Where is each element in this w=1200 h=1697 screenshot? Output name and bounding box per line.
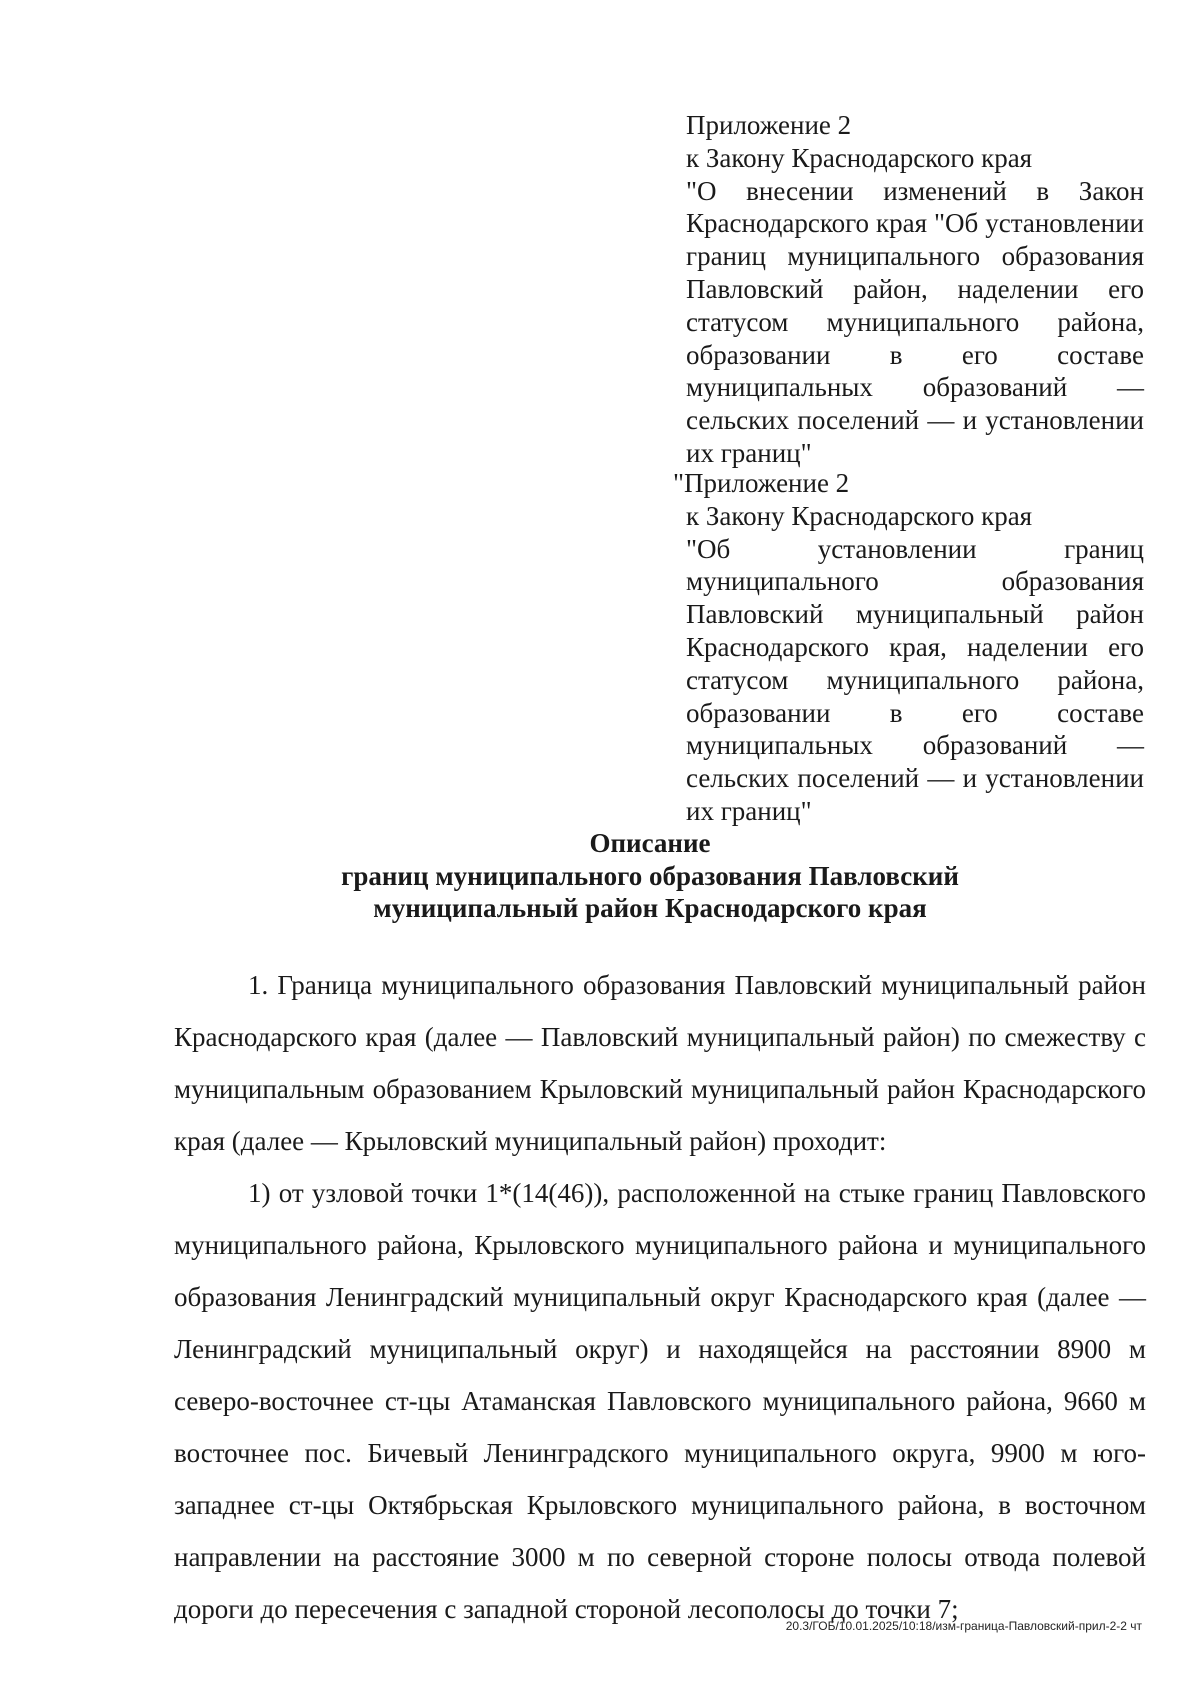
paragraph-2: 1) от узловой точки 1*(14(46)), расположенной на стыке границ Павловского муниципального района, Крыловского муниципального района и муниципального образования Ленинградский муниципальный округ Краснодарского края (далее — Ленинградский муниципальный округ) и находящейся на расстоянии 8900 м северо-восточнее ст-цы Атаманская Павловского муниципального района, 9660 м восточнее пос. Бичевый Ленинградского муниципального округа, 9900 м юго-западнее ст-цы Октябрьская Крыловского муниципального района, в восточном направлении на расстояние 3000 м по северной стороне полосы отвода полевой дороги до пересечения с западной стороной лесополосы до точки 7;: [174, 1178, 1146, 1624]
title-line-2: границ муниципального образования Павловский: [341, 860, 959, 891]
annex-2-law-name: "Об установлении границ муниципального образования Павловский муниципальный район Краснодарского края, наделении его статусом муниципального района, образовании в его составе муниципальных образований — сельских поселений — и установлении их границ": [686, 533, 1144, 826]
annex-1-law-name: "О внесении изменений в Закон Краснодарского края "Об установлении границ муниципального образования Павловский район, наделении его статусом муниципального района, образовании в его составе муниципальных образований — сельских поселений — и установлении их границ": [686, 175, 1144, 468]
annex-header-2: [673, 467, 1144, 828]
title-line-1: Описание: [589, 828, 711, 858]
document-body: [174, 959, 1146, 1635]
document-title: [150, 827, 1150, 925]
annex-1-law-ref: к Закону Краснодарского края: [686, 142, 1033, 173]
annex-2-law-ref: к Закону Краснодарского края: [686, 500, 1033, 531]
footer-file-code: 20.3/ГОБ/10.01.2025/10:18/изм-граница-Павловский-прил-2-2 чт: [785, 1619, 1142, 1633]
paragraph-1: 1. Граница муниципального образования Павловский муниципальный район Краснодарского края (далее — Павловский муниципальный район) по смежеству с муниципальным образованием Крыловский муниципальный район Краснодарского края (далее — Крыловский муниципальный район) проходит:: [174, 970, 1146, 1156]
annex-2-title: "Приложение 2: [673, 468, 850, 498]
annex-header-1: [686, 109, 1144, 470]
title-line-3: муниципальный район Краснодарского края: [373, 893, 927, 923]
annex-1-title: Приложение 2: [686, 110, 852, 140]
